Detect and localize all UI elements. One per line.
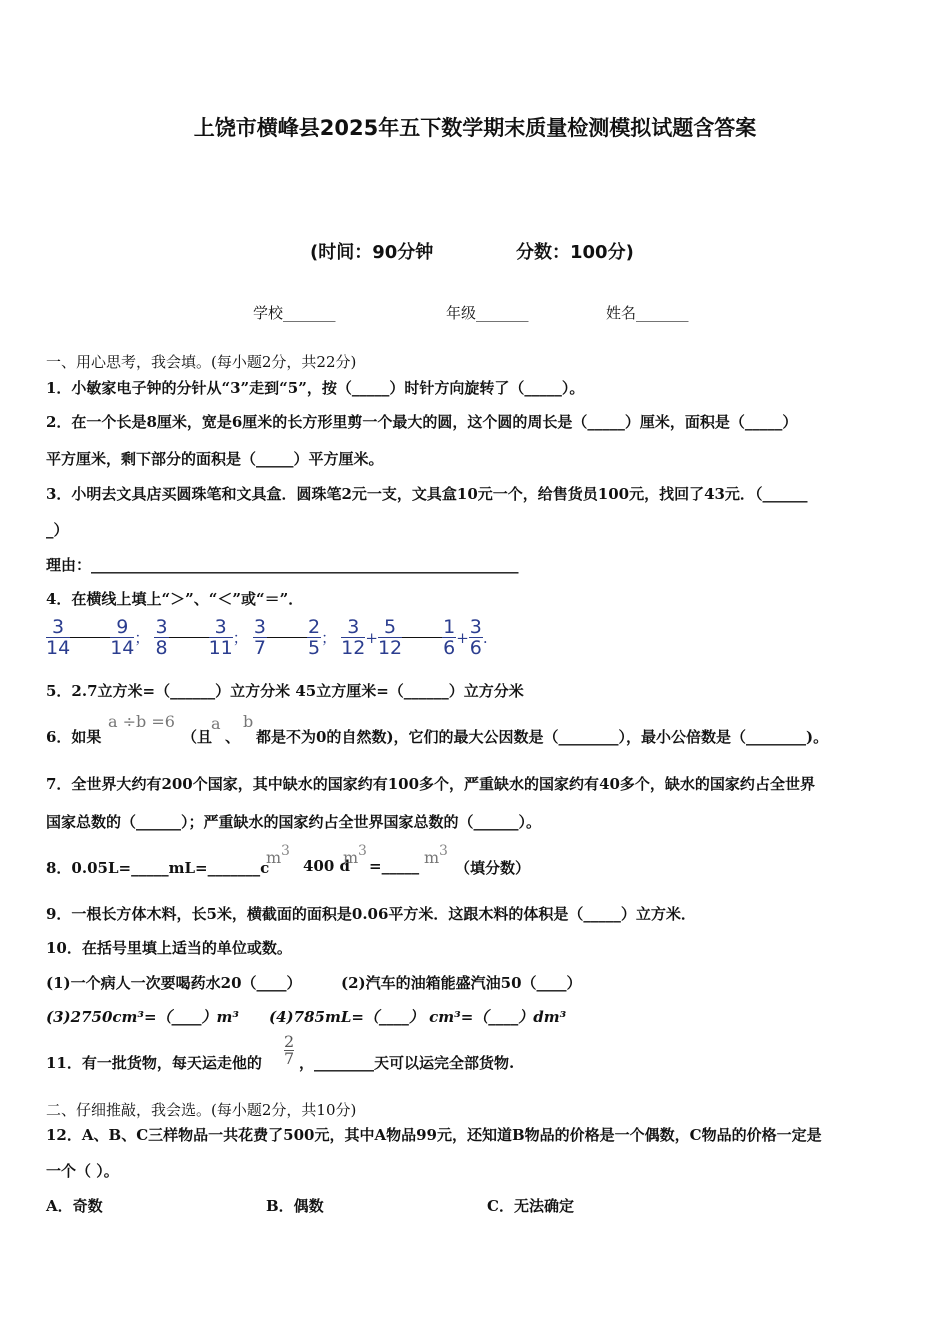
option-b[interactable]: B．偶数 [266, 1197, 324, 1215]
fraction: $\frac{1}{6}$ [443, 616, 456, 659]
question-3-line2: _） [46, 521, 69, 539]
question-8-part3: =_____ [369, 857, 420, 875]
q6-equation: a ÷b =6 [108, 712, 175, 731]
question-6-mid: （且 [182, 728, 213, 746]
question-6-comma: 、 [225, 728, 241, 746]
q6-var-a: a [211, 714, 221, 733]
question-6-prefix: 6．如果 [46, 728, 102, 746]
fraction: $\frac{5}{12}$ [377, 616, 403, 659]
question-7-line1: 7．全世界大约有200个国家，其中缺水的国家约有100多个，严重缺水的国家约有40多个，缺水的国家约占全世界 [46, 775, 815, 793]
answer-blank[interactable] [402, 637, 442, 638]
name-field: 姓名_______ [606, 304, 689, 322]
page-title: 上饶市横峰县2025年五下数学期末质量检测模拟试题含答案 [193, 116, 757, 140]
question-10-1: (1)一个病人一次要喝药水20（____） [46, 974, 302, 992]
question-10-2: (2)汽车的油箱能盛汽油50（____） [341, 974, 582, 992]
question-4: 4．在横线上填上“＞”、“＜”或“＝”． [46, 590, 304, 608]
question-7-line2: 国家总数的（______）；严重缺水的国家约占全世界国家总数的（______）。 [46, 813, 542, 831]
unit-exponent: 3 [358, 843, 367, 859]
answer-blank[interactable] [70, 637, 110, 638]
question-11-suffix: ，________天可以运完全部货物. [299, 1054, 515, 1072]
fraction: $\frac{2}{5}$ [307, 616, 321, 659]
fraction: $\frac{3}{7}$ [253, 616, 266, 659]
q6-var-b: b [243, 712, 254, 731]
grade-field: 年级_______ [446, 304, 529, 322]
question-8-hint: （填分数） [455, 859, 531, 877]
question-12-line1: 12．A、B、C三样物品一共花费了500元，其中A物品99元，还知道B物品的价格是一个偶数，C物品的价格一定是 [46, 1126, 822, 1144]
unit-m: m [424, 848, 440, 867]
question-1: 1．小敏家电子钟的分针从“3”走到“5”，按（_____）时针方向旋转了（_____）。 [46, 379, 585, 397]
school-field: 学校_______ [253, 304, 336, 322]
question-5: 5．2.7立方米=（______）立方分米 45立方厘米=（______）立方分米 [46, 682, 524, 700]
section2-heading: 二、仔细推敲，我会选。(每小题2分，共10分) [46, 1101, 357, 1119]
unit-m: m [343, 848, 359, 867]
section1-heading: 一、用心思考，我会填。(每小题2分，共22分) [46, 353, 357, 371]
question-10-4: (4)785mL=（____） cm³=（____）dm³ [269, 1008, 567, 1026]
fraction: $\frac{9}{14}$ [110, 616, 135, 659]
question-2-line2: 平方厘米，剩下部分的面积是（_____）平方厘米。 [46, 450, 384, 468]
question-12-line2: 一个（ ）。 [46, 1162, 119, 1180]
answer-blank[interactable] [169, 637, 209, 638]
question-6-suffix: 都是不为0的自然数)，它们的最大公因数是（________），最小公倍数是（________)。 [256, 728, 829, 746]
question-8-part1: 8．0.05L=_____mL=_______c [46, 859, 270, 877]
exam-score: 分数：100分) [516, 242, 634, 263]
unit-exponent: 3 [281, 843, 290, 859]
option-c[interactable]: C．无法确定 [487, 1197, 574, 1215]
fraction: $\frac{3}{8}$ [155, 616, 168, 659]
question-11-prefix: 11．有一批货物，每天运走他的 [46, 1054, 262, 1072]
exam-time: (时间：90分钟 [310, 242, 434, 263]
question-9: 9．一根长方体木料，长5米，横截面的面积是0.06平方米．这跟木料的体积是（_____）立方米． [46, 905, 696, 923]
fraction: $\frac{3}{14}$ [46, 616, 71, 659]
fraction-2-7: 2 7 [284, 1032, 295, 1068]
question-8-part2: 400 d [303, 857, 351, 875]
fraction: $\frac{3}{11}$ [208, 616, 233, 659]
fraction: $\frac{3}{6}$ [469, 616, 482, 659]
question-10-3: (3)2750cm³=（____）m³ [46, 1008, 239, 1026]
unit-exponent: 3 [439, 843, 448, 859]
unit-m: m [266, 848, 282, 867]
answer-blank[interactable] [267, 637, 307, 638]
question-3-line1: 3．小明去文具店买圆珠笔和文具盒．圆珠笔2元一支，文具盒10元一个，给售货员100元，找回了43元．（______ [46, 485, 808, 503]
question-2-line1: 2．在一个长是8厘米，宽是6厘米的长方形里剪一个最大的圆，这个圆的周长是（_____）厘米，面积是（_____） [46, 413, 798, 431]
question-10: 10．在括号里填上适当的单位或数。 [46, 939, 292, 957]
question-3-reason: 理由：_________________________________________________________ [46, 556, 519, 574]
fraction: $\frac{3}{12}$ [341, 616, 366, 659]
question-4-fractions: $\frac{3}{14}$ $\frac{9}{14}$ ； $\frac{3}{8}$ $\frac{3}{11}$ ； $\frac{3}{7}$ $\frac{2}{5}$ ； $\frac{3}{12}$ + $\frac{5}{12}$ $\frac{1}{6}$ + $\frac{3}{6}$ . [46, 616, 488, 659]
option-a[interactable]: A．奇数 [46, 1197, 103, 1215]
